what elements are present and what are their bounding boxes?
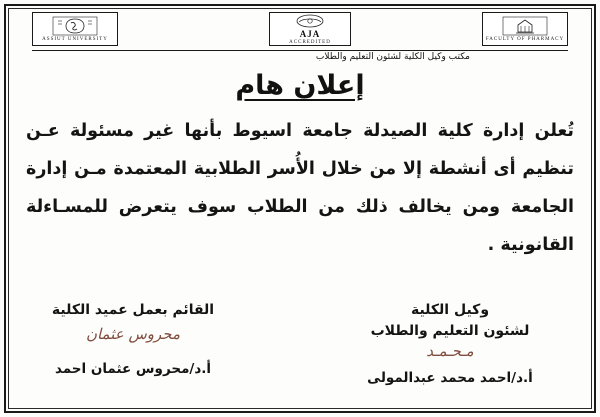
body-line-1: تُعلن إدارة كلية الصيدلة جامعة اسيوط بأنها غير مسئولة عـن bbox=[26, 121, 574, 141]
vice-dean-signature-mark: ﻣـﺤـﻤـﺪ bbox=[426, 342, 474, 360]
document-header bbox=[12, 12, 588, 64]
acting-dean-name: أ.د/محروس عثمان احمد bbox=[54, 361, 212, 377]
aja-emblem-icon bbox=[287, 13, 333, 29]
vice-dean-role-line-1: وكيل الكلية bbox=[410, 302, 490, 318]
faculty-crest-icon bbox=[502, 16, 548, 36]
header-divider bbox=[32, 50, 568, 51]
assiut-university-logo-caption: ASSIUT UNIVERSITY bbox=[42, 37, 108, 42]
acting-dean-role-line-1: القائم بعمل عميد الكلية bbox=[51, 302, 215, 318]
university-crest-icon bbox=[52, 16, 98, 36]
aja-logo-caption: ACCREDITED bbox=[289, 40, 331, 45]
aja-accreditation-logo bbox=[269, 12, 351, 46]
vice-dean-name: أ.د/احمد محمد عبدالمولى bbox=[367, 370, 533, 386]
vice-dean-role-line-2: لشئون التعليم والطلاب bbox=[370, 323, 530, 339]
body-line-2: تنظيم أى أنشطة إلا من خلال الأُسر الطلابية المعتمدة مـن إدارة bbox=[26, 159, 574, 179]
faculty-of-pharmacy-logo bbox=[482, 12, 568, 46]
office-title: مكتب وكيل الكلية لشئون التعليم والطلاب bbox=[315, 52, 470, 62]
signature-block-vice-dean bbox=[340, 300, 560, 386]
body-line-3: الجامعة ومن يخالف ذلك من الطلاب سوف يتعرض للمسـاءلة bbox=[26, 197, 574, 217]
aja-logo-title: AJA bbox=[299, 29, 321, 39]
announcement-body bbox=[26, 112, 574, 264]
faculty-logo-caption: FACULTY OF PHARMACY bbox=[485, 37, 565, 42]
body-line-4: القانونية . bbox=[487, 235, 574, 255]
assiut-university-logo bbox=[32, 12, 118, 46]
acting-dean-signature-mark: ﻣﺤﺮﻭﺱ ﻋﺜﻤﺎﻥ bbox=[85, 325, 181, 343]
page-title: إعلان هام bbox=[235, 70, 365, 101]
signature-block-acting-dean bbox=[28, 300, 238, 377]
